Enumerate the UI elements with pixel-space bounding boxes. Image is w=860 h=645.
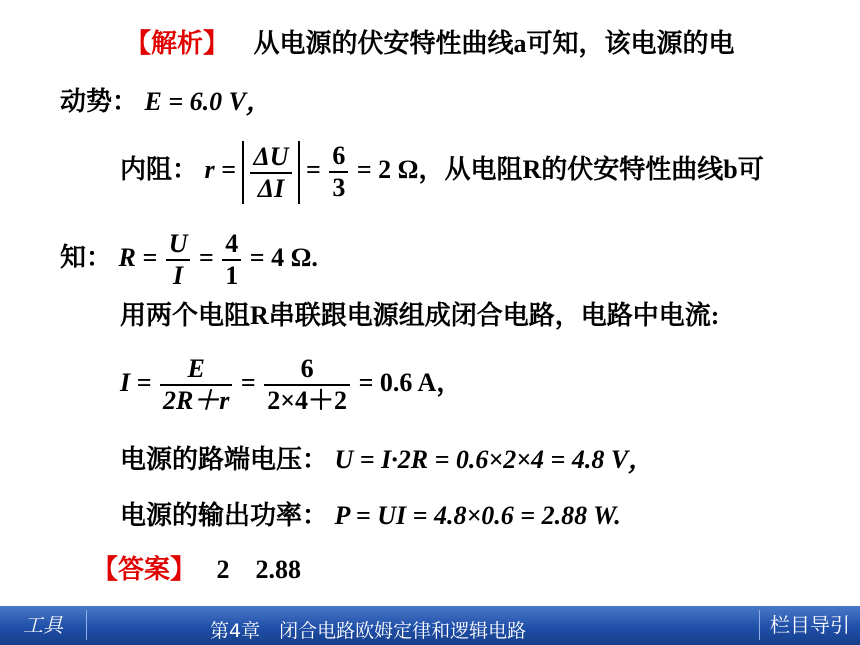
- analysis-line-1: [125, 28, 735, 60]
- R-line: [60, 228, 318, 291]
- I-fraction-1: [160, 354, 232, 416]
- I-den1: 2R＋r: [162, 386, 230, 416]
- power-formula: P = UI = 4.8×0.6 = 2.88 W.: [334, 501, 621, 530]
- analysis-tag: 【解析】: [125, 29, 230, 58]
- R-fraction-2: [222, 229, 241, 291]
- r-frac-den: 3: [332, 173, 346, 203]
- R-rest: = 4 Ω.: [249, 243, 318, 272]
- analysis-intro: 从电源的伏安特性曲线a可知，该电源的电: [253, 29, 735, 58]
- r-frac-num: 6: [329, 141, 348, 173]
- chapter-title: 第4章 闭合电路欧姆定律和逻辑电路: [210, 620, 527, 642]
- R-prefix: 知：: [60, 243, 113, 272]
- answer-line: [92, 554, 301, 586]
- I-den2: 2×4＋2: [267, 386, 348, 416]
- emf-prefix: 动势：: [60, 87, 139, 116]
- r-value-fraction: [329, 141, 348, 203]
- r-prefix: 内阻：: [120, 155, 199, 184]
- I-rest: = 0.6 A，: [358, 368, 463, 397]
- r-eq: =: [306, 155, 321, 184]
- footer-bar: [0, 606, 860, 645]
- circuit-text: 用两个电阻R串联跟电源组成闭合电路，电路中电流:: [120, 301, 720, 330]
- section-nav-button[interactable]: 栏目导引: [759, 610, 860, 640]
- r-fraction: [250, 142, 291, 204]
- answer-values: 2 2.88: [216, 555, 302, 584]
- resistance-line: [120, 140, 764, 204]
- I-num2: 6: [264, 354, 350, 386]
- answer-tag: 【答案】: [92, 555, 197, 584]
- R-den2: 1: [225, 261, 239, 291]
- output-power-line: [120, 500, 621, 532]
- r-den: ΔI: [257, 173, 285, 203]
- emf-line: [60, 86, 272, 118]
- emf-formula: E = 6.0 V，: [144, 87, 273, 116]
- R-eq: =: [198, 243, 214, 272]
- I-num1: E: [160, 354, 232, 386]
- R-num2: 4: [222, 229, 241, 261]
- R-num1: U: [166, 229, 191, 261]
- R-var: R =: [118, 243, 158, 272]
- circuit-line: [120, 300, 719, 332]
- I-fraction-2: [264, 354, 350, 416]
- power-prefix: 电源的输出功率：: [120, 501, 329, 530]
- I-var: I =: [120, 368, 152, 397]
- R-den1: I: [173, 261, 184, 291]
- R-fraction-1: [166, 229, 191, 291]
- terminal-prefix: 电源的路端电压：: [120, 445, 329, 474]
- r-abs: [242, 141, 299, 204]
- r-rest: = 2 Ω，从电阻R的伏安特性曲线b可: [356, 155, 764, 184]
- terminal-formula: U = I·2R = 0.6×2×4 = 4.8 V，: [334, 445, 655, 474]
- r-num: ΔU: [250, 142, 291, 174]
- I-eq: =: [240, 368, 256, 397]
- current-line: [120, 352, 462, 416]
- terminal-voltage-line: [120, 444, 654, 476]
- r-var: r =: [204, 155, 236, 184]
- tools-button[interactable]: 工具: [0, 610, 87, 640]
